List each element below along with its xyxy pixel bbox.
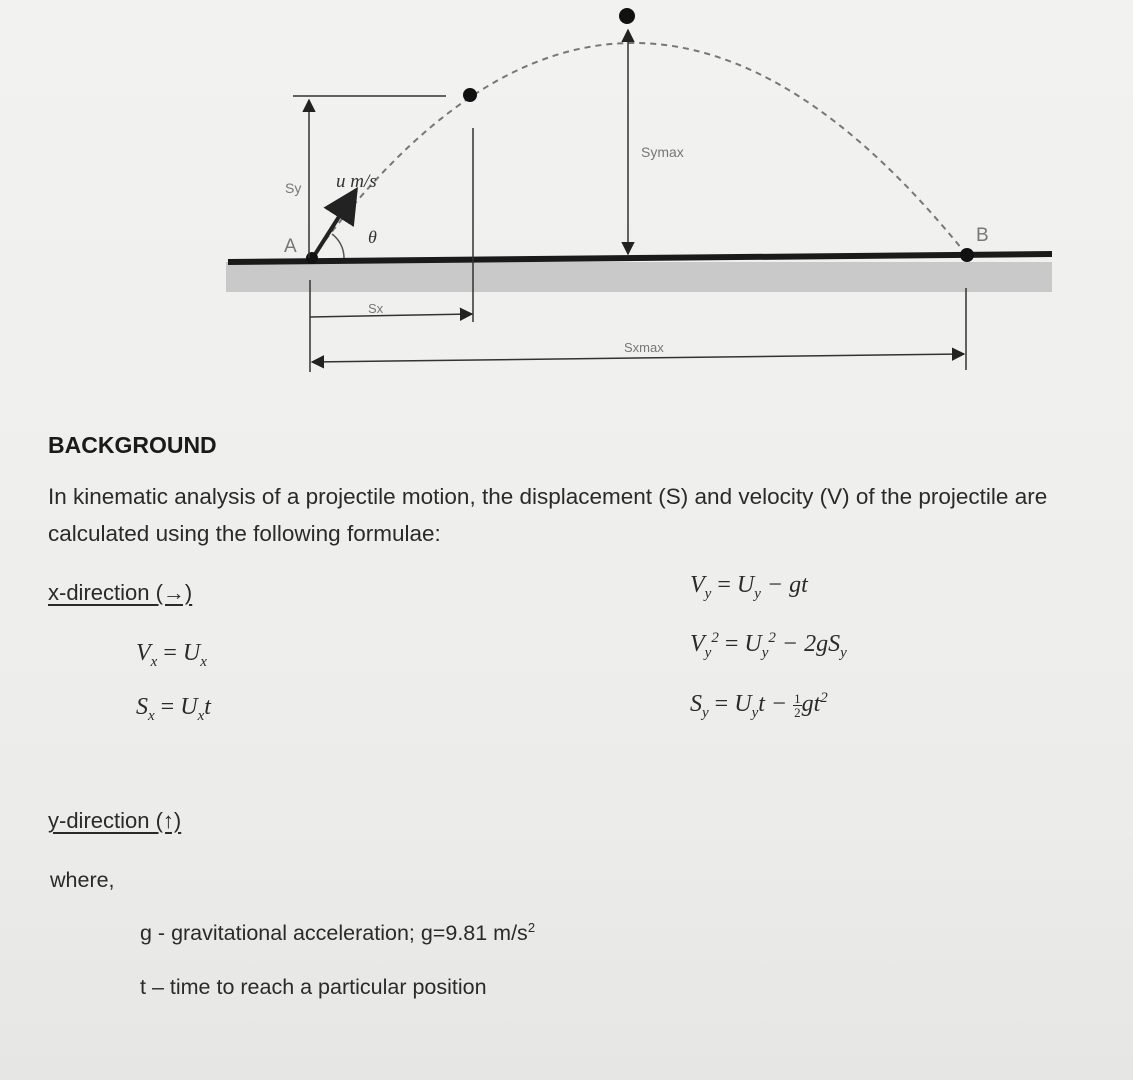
label-sxmax: Sxmax	[624, 340, 664, 355]
x-displacement-equation: $S_x = U_xt$	[136, 694, 211, 724]
point-apex-marker	[619, 8, 635, 24]
projectile-diagram	[0, 0, 1133, 400]
y-velocity-equation: $V_y = U_y$ − gt	[690, 572, 808, 602]
point-intermediate-marker	[463, 88, 477, 102]
sx-arrow	[310, 314, 472, 317]
gravity-definition: g - gravitational acceleration; g=9.81 $m/s^2$	[140, 920, 536, 946]
label-angle: θ	[368, 227, 377, 247]
label-launch-speed: u m/s	[336, 171, 377, 192]
sxmax-arrow	[312, 354, 964, 362]
x-velocity-equation: $V_x = U_x$	[136, 640, 207, 670]
trajectory-curve	[312, 43, 966, 258]
label-symax: Symax	[641, 144, 684, 160]
time-definition: t – time to reach a particular position	[140, 975, 487, 999]
background-intro: In kinematic analysis of a projectile motion, the displacement (S) and velocity (V) of the projectile are calculated using the following formulae:	[48, 484, 1048, 546]
x-direction-label: x-direction (→)	[48, 580, 193, 605]
one-half-fraction: $\frac{1}{2}$	[794, 690, 801, 720]
point-a-marker	[306, 252, 318, 264]
point-b-marker	[960, 248, 974, 262]
label-sx: Sx	[368, 301, 384, 316]
y-displacement-equation: $S_y = U_yt$ − $\frac{1}{2}$ $gt^2$	[690, 690, 828, 721]
label-b: B	[976, 225, 989, 246]
where-label: where,	[50, 868, 115, 892]
ground-band	[226, 262, 1052, 292]
ground-line	[228, 254, 1052, 262]
background-heading: BACKGROUND	[48, 432, 217, 458]
label-sy: Sy	[285, 180, 302, 196]
y-velocity-squared-equation: $V_y^2 = U_y^2 - 2gS_y$	[690, 630, 847, 661]
velocity-arrow	[314, 190, 356, 256]
angle-arc	[332, 234, 344, 258]
label-a: A	[284, 236, 297, 257]
y-direction-label: y-direction (↑)	[48, 808, 182, 833]
